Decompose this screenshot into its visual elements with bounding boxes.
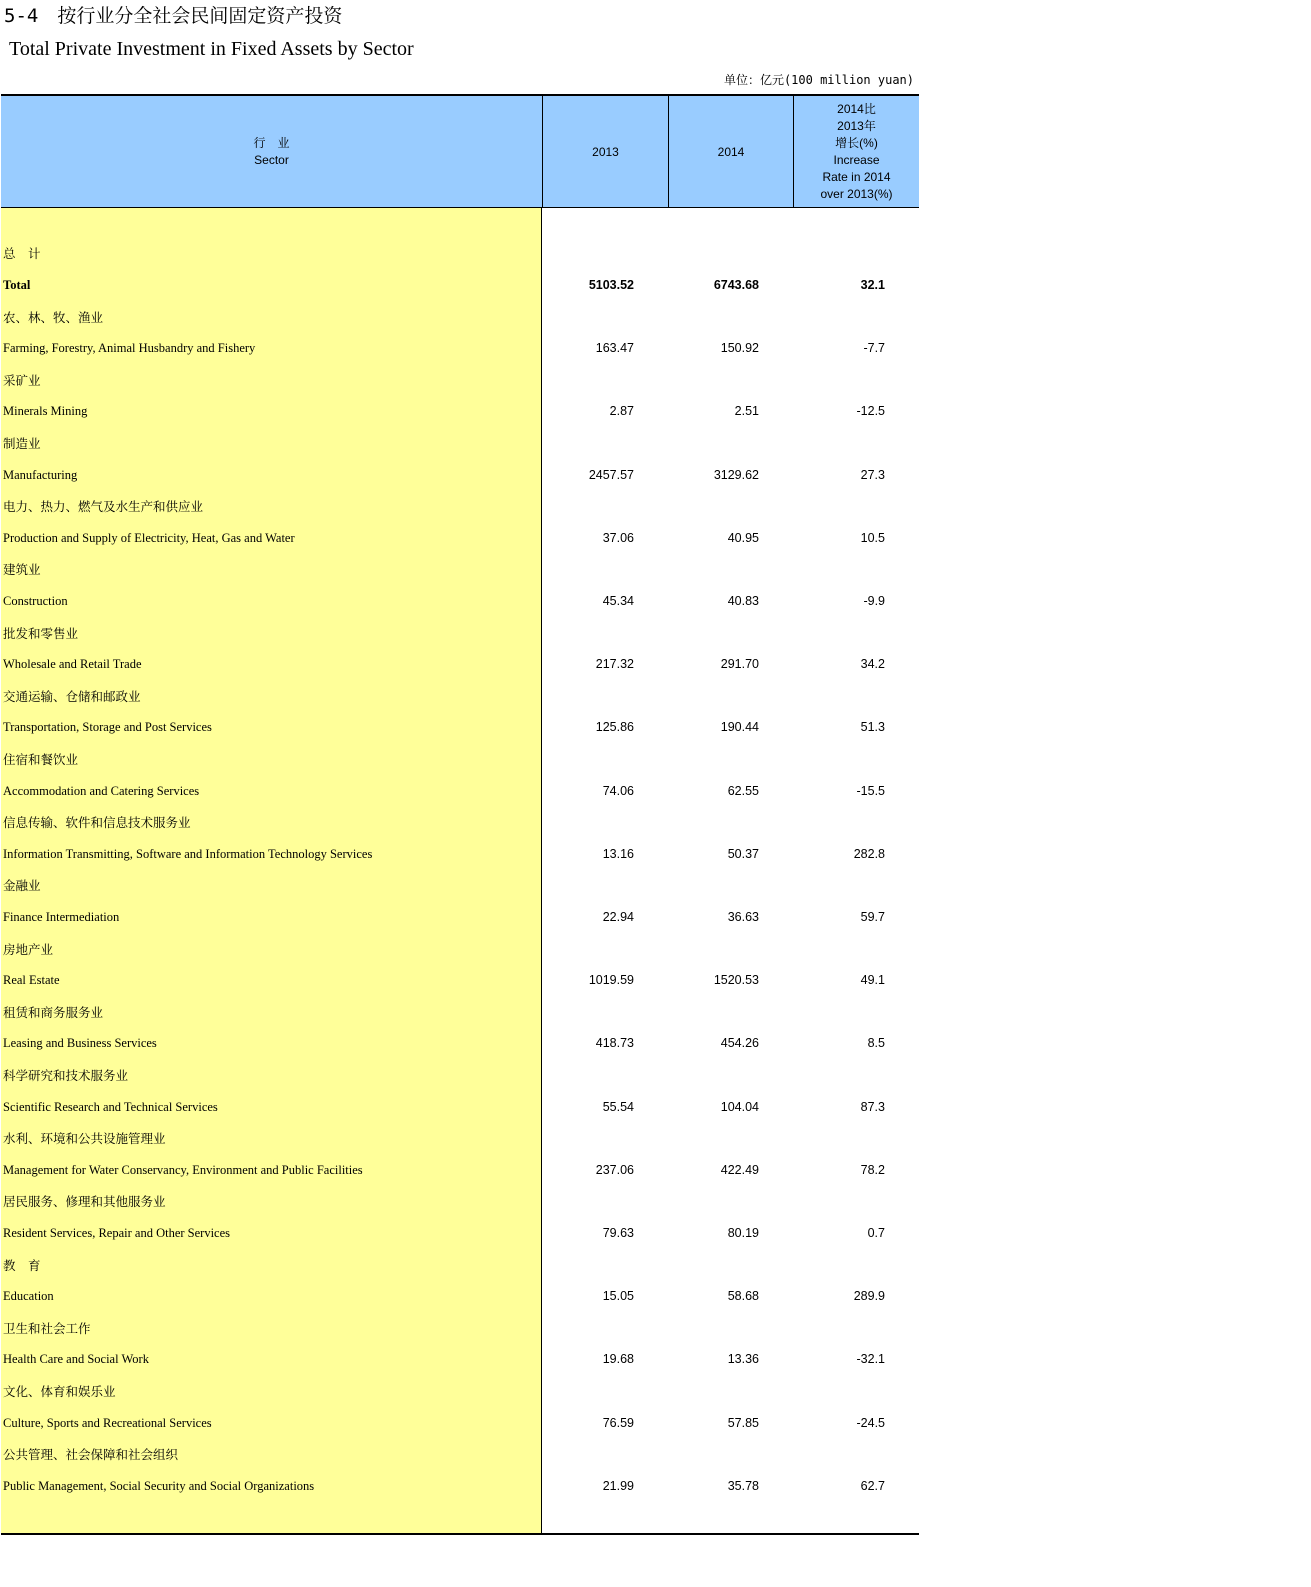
table-row-cn [1, 807, 919, 839]
increase-rate: 59.7 [860, 909, 885, 924]
header-rate-line: over 2013(%) [820, 187, 893, 201]
sector-name-cn: 文化、体育和娱乐业 [3, 1383, 116, 1399]
sector-name-en: Scientific Research and Technical Services [3, 1099, 218, 1114]
value-2013: 163.47 [595, 341, 634, 356]
value-2013: 5103.52 [588, 277, 634, 292]
value-2014: 291.70 [720, 657, 759, 672]
sector-name-cn: 房地产业 [3, 941, 54, 957]
sector-name-cn: 采矿业 [3, 372, 41, 388]
table-row [1, 333, 919, 365]
value-2013: 15.05 [602, 1289, 634, 1304]
table-row-cn [1, 1250, 919, 1282]
value-2013: 79.63 [602, 1225, 634, 1240]
header-rate-line: 增长(%) [835, 136, 878, 150]
sector-name-cn: 总 计 [3, 246, 41, 262]
sector-name-cn: 租赁和商务服务业 [3, 1004, 104, 1020]
header-rate-line: 2014比 [837, 102, 876, 116]
unit-note: 单位：亿元(100 million yuan) [723, 73, 914, 87]
value-2014: 454.26 [720, 1036, 759, 1051]
value-2014: 62.55 [727, 783, 759, 798]
value-2013: 217.32 [595, 657, 634, 672]
sector-name-en: Real Estate [3, 973, 60, 988]
value-2013: 22.94 [602, 909, 634, 924]
table-row-cn [1, 1439, 919, 1471]
sector-name-cn: 建筑业 [3, 562, 41, 578]
sector-name-cn: 农、林、牧、渔业 [3, 309, 104, 325]
table-row-cn [1, 870, 919, 902]
value-2014: 58.68 [727, 1289, 759, 1304]
increase-rate: -12.5 [856, 404, 885, 419]
table-row-cn [1, 238, 919, 270]
table-row-cn [1, 744, 919, 776]
value-2014: 35.78 [727, 1478, 759, 1493]
value-2013: 74.06 [602, 783, 634, 798]
table-row-cn [1, 681, 919, 713]
increase-rate: 51.3 [860, 720, 885, 735]
value-2014: 150.92 [720, 341, 759, 356]
value-2014: 1520.53 [713, 973, 759, 988]
sector-name-cn: 住宿和餐饮业 [3, 751, 79, 767]
header-increase-rate [793, 96, 919, 208]
header-2013-label: 2013 [592, 144, 619, 159]
table-row [1, 902, 919, 934]
page-title-en: Total Private Investment in Fixed Assets by Sector [9, 38, 414, 60]
header-sector-en: Sector [254, 153, 289, 167]
value-2013: 19.68 [602, 1352, 634, 1367]
sector-name-cn: 居民服务、修理和其他服务业 [3, 1194, 166, 1210]
table-row-cn [1, 554, 919, 586]
value-2013: 21.99 [602, 1478, 634, 1493]
table-row [1, 712, 919, 744]
increase-rate: 49.1 [860, 973, 885, 988]
header-2014 [668, 96, 793, 208]
value-2013: 37.06 [602, 530, 634, 545]
increase-rate: 0.7 [867, 1225, 885, 1240]
value-2013: 237.06 [595, 1162, 634, 1177]
sector-name-en: Farming, Forestry, Animal Husbandry and Fishery [3, 341, 256, 356]
table-row [1, 1344, 919, 1376]
value-2014: 40.83 [727, 593, 759, 608]
sector-name-en: Finance Intermediation [3, 909, 120, 924]
table-row [1, 270, 919, 302]
sector-name-en: Wholesale and Retail Trade [3, 657, 142, 672]
value-2014: 3129.62 [713, 467, 759, 482]
sector-name-cn: 批发和零售业 [3, 625, 79, 641]
sector-name-cn: 水利、环境和公共设施管理业 [3, 1131, 166, 1147]
value-2014: 50.37 [727, 846, 759, 861]
header-2013 [542, 96, 668, 208]
sector-name-en: Accommodation and Catering Services [3, 783, 200, 798]
table-row-cn [1, 1123, 919, 1155]
table-row-cn [1, 302, 919, 334]
value-2013: 2.87 [609, 404, 634, 419]
table-row-cn [1, 1186, 919, 1218]
table-body [1, 208, 919, 1535]
increase-rate: -7.7 [863, 341, 885, 356]
sector-name-cn: 信息传输、软件和信息技术服务业 [3, 815, 191, 831]
table-row-cn [1, 428, 919, 460]
sector-name-en: Leasing and Business Services [3, 1036, 157, 1051]
value-2013: 55.54 [602, 1099, 634, 1114]
value-2014: 422.49 [720, 1162, 759, 1177]
table-row-cn [1, 1313, 919, 1345]
sector-name-en: Management for Water Conservancy, Environment and Public Facilities [3, 1162, 363, 1177]
table-row-cn [1, 491, 919, 523]
sector-name-cn: 科学研究和技术服务业 [3, 1067, 129, 1083]
sector-name-en: Education [3, 1289, 54, 1304]
page-title-cn: 5-4 按行业分全社会民间固定资产投资 [4, 5, 343, 27]
header-rate-line: 2013年 [837, 119, 876, 133]
value-2014: 104.04 [720, 1099, 759, 1114]
table-row [1, 776, 919, 808]
increase-rate: 282.8 [853, 846, 885, 861]
table-row [1, 1281, 919, 1313]
value-2013: 418.73 [595, 1036, 634, 1051]
table-row-cn [1, 618, 919, 650]
increase-rate: 8.5 [867, 1036, 885, 1051]
sector-name-en: Minerals Mining [3, 404, 88, 419]
increase-rate: -32.1 [856, 1352, 885, 1367]
sector-name-en: Manufacturing [3, 467, 78, 482]
sector-name-cn: 交通运输、仓储和邮政业 [3, 688, 141, 704]
value-2013: 76.59 [602, 1415, 634, 1430]
table-row [1, 1218, 919, 1250]
sector-name-en: Production and Supply of Electricity, Heat, Gas and Water [3, 530, 295, 545]
sector-name-cn: 公共管理、社会保障和社会组织 [3, 1447, 179, 1463]
sector-name-en: Culture, Sports and Recreational Services [3, 1415, 212, 1430]
increase-rate: 27.3 [860, 467, 885, 482]
increase-rate: -9.9 [863, 593, 885, 608]
sector-name-en: Public Management, Social Security and Social Organizations [3, 1478, 315, 1493]
table-row [1, 649, 919, 681]
table-row-cn [1, 997, 919, 1029]
table-row [1, 965, 919, 997]
value-2013: 13.16 [602, 846, 634, 861]
sector-name-cn: 金融业 [3, 878, 41, 894]
increase-rate: 87.3 [860, 1099, 885, 1114]
sector-name-en: Resident Services, Repair and Other Services [3, 1225, 231, 1240]
header-rate-line: Increase [833, 153, 880, 167]
table-row [1, 586, 919, 618]
table-row [1, 523, 919, 555]
value-2014: 2.51 [734, 404, 759, 419]
value-2013: 2457.57 [588, 467, 634, 482]
value-2014: 36.63 [727, 909, 759, 924]
sector-name-en: Construction [3, 593, 68, 608]
table-row [1, 396, 919, 428]
increase-rate: 34.2 [860, 657, 885, 672]
value-2014: 190.44 [720, 720, 759, 735]
increase-rate: 78.2 [860, 1162, 885, 1177]
header-rate-line: Rate in 2014 [822, 170, 891, 184]
value-2014: 80.19 [727, 1225, 759, 1240]
sector-name-cn: 制造业 [3, 435, 41, 451]
table-row [1, 1092, 919, 1124]
increase-rate: 32.1 [860, 277, 885, 292]
sector-name-en: Information Transmitting, Software and Information Technology Services [3, 846, 373, 861]
sector-name-cn: 卫生和社会工作 [3, 1320, 91, 1336]
sector-name-en: Transportation, Storage and Post Services [3, 720, 212, 735]
table-row [1, 460, 919, 492]
header-sector-cn: 行 业 [253, 136, 290, 150]
table-row [1, 1028, 919, 1060]
value-2014: 40.95 [727, 530, 759, 545]
table-row [1, 1471, 919, 1503]
header-2014-label: 2014 [717, 144, 745, 159]
table-row-cn [1, 934, 919, 966]
value-2013: 1019.59 [588, 973, 634, 988]
table-row [1, 839, 919, 871]
increase-rate: -24.5 [856, 1415, 885, 1430]
value-2014: 57.85 [727, 1415, 759, 1430]
sector-name-cn: 教 育 [3, 1257, 41, 1273]
value-2013: 125.86 [595, 720, 634, 735]
sector-name-en: Health Care and Social Work [3, 1352, 149, 1367]
increase-rate: 10.5 [860, 530, 885, 545]
table-row-cn [1, 1376, 919, 1408]
header-sector [1, 96, 542, 208]
table-row [1, 1155, 919, 1187]
increase-rate: 62.7 [860, 1478, 885, 1493]
table-header [1, 94, 919, 208]
increase-rate: 289.9 [853, 1289, 885, 1304]
table-row-cn [1, 365, 919, 397]
sector-name-cn: 电力、热力、燃气及水生产和供应业 [3, 499, 204, 515]
table-row-cn [1, 1060, 919, 1092]
value-2014: 6743.68 [713, 277, 759, 292]
increase-rate: -15.5 [856, 783, 885, 798]
value-2014: 13.36 [727, 1352, 759, 1367]
table-row [1, 1408, 919, 1440]
value-2013: 45.34 [602, 593, 634, 608]
sector-name-en: Total [3, 277, 31, 292]
